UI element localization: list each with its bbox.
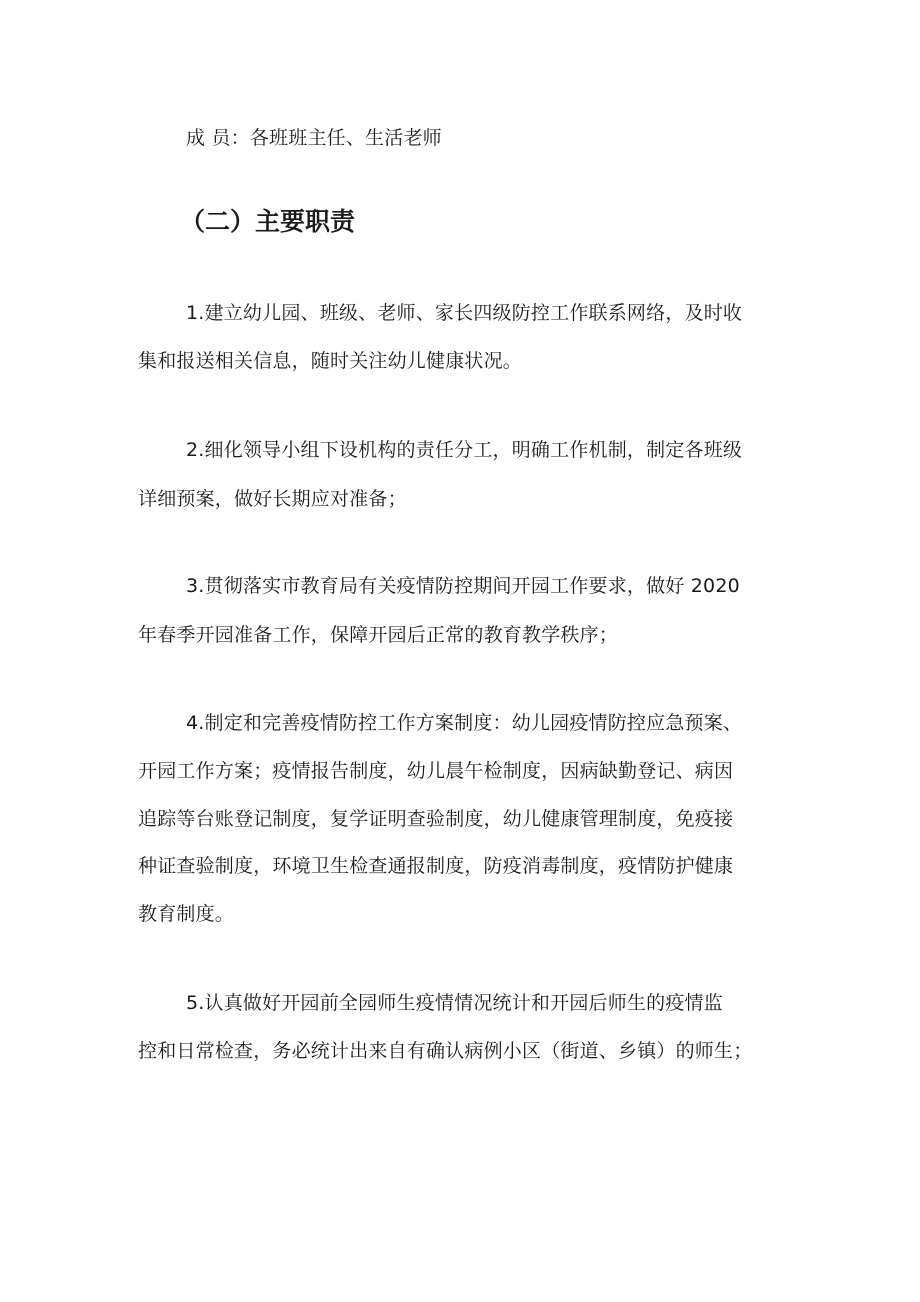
paragraph-line: 详细预案，做好长期应对准备； [138,488,407,510]
paragraph-line: 年春季开园准备工作，保障开园后正常的教育教学秩序； [138,624,619,646]
paragraph-line: 集和报送相关信息，随时关注幼儿健康状况。 [138,350,523,372]
paragraph-line: 控和日常检查，务必统计出来自有确认病例小区（街道、乡镇）的师生； [138,1040,753,1062]
paragraph-line: 4.制定和完善疫情防控工作方案制度：幼儿园疫情防控应急预案、 [186,712,743,734]
paragraph-line: 2.细化领导小组下设机构的责任分工，明确工作机制，制定各班级 [186,439,743,461]
members-line: 成 员：各班班主任、生活老师 [186,127,442,149]
paragraph-line: 追踪等台账登记制度，复学证明查验制度，幼儿健康管理制度，免疫接 [138,808,734,830]
section-heading: （二）主要职责 [180,207,356,236]
paragraph-line: 教育制度。 [138,903,235,925]
paragraph-line: 开园工作方案；疫情报告制度，幼儿晨午检制度，因病缺勤登记、病因 [138,760,734,782]
paragraph-line: 1.建立幼儿园、班级、老师、家长四级防控工作联系网络，及时收 [186,302,743,324]
paragraph-line: 5.认真做好开园前全园师生疫情情况统计和开园后师生的疫情监 [186,992,723,1014]
paragraph-line: 种证查验制度，环境卫生检查通报制度，防疫消毒制度，疫情防护健康 [138,855,734,877]
paragraph-line: 3.贯彻落实市教育局有关疫情防控期间开园工作要求，做好 2020 [186,575,740,597]
